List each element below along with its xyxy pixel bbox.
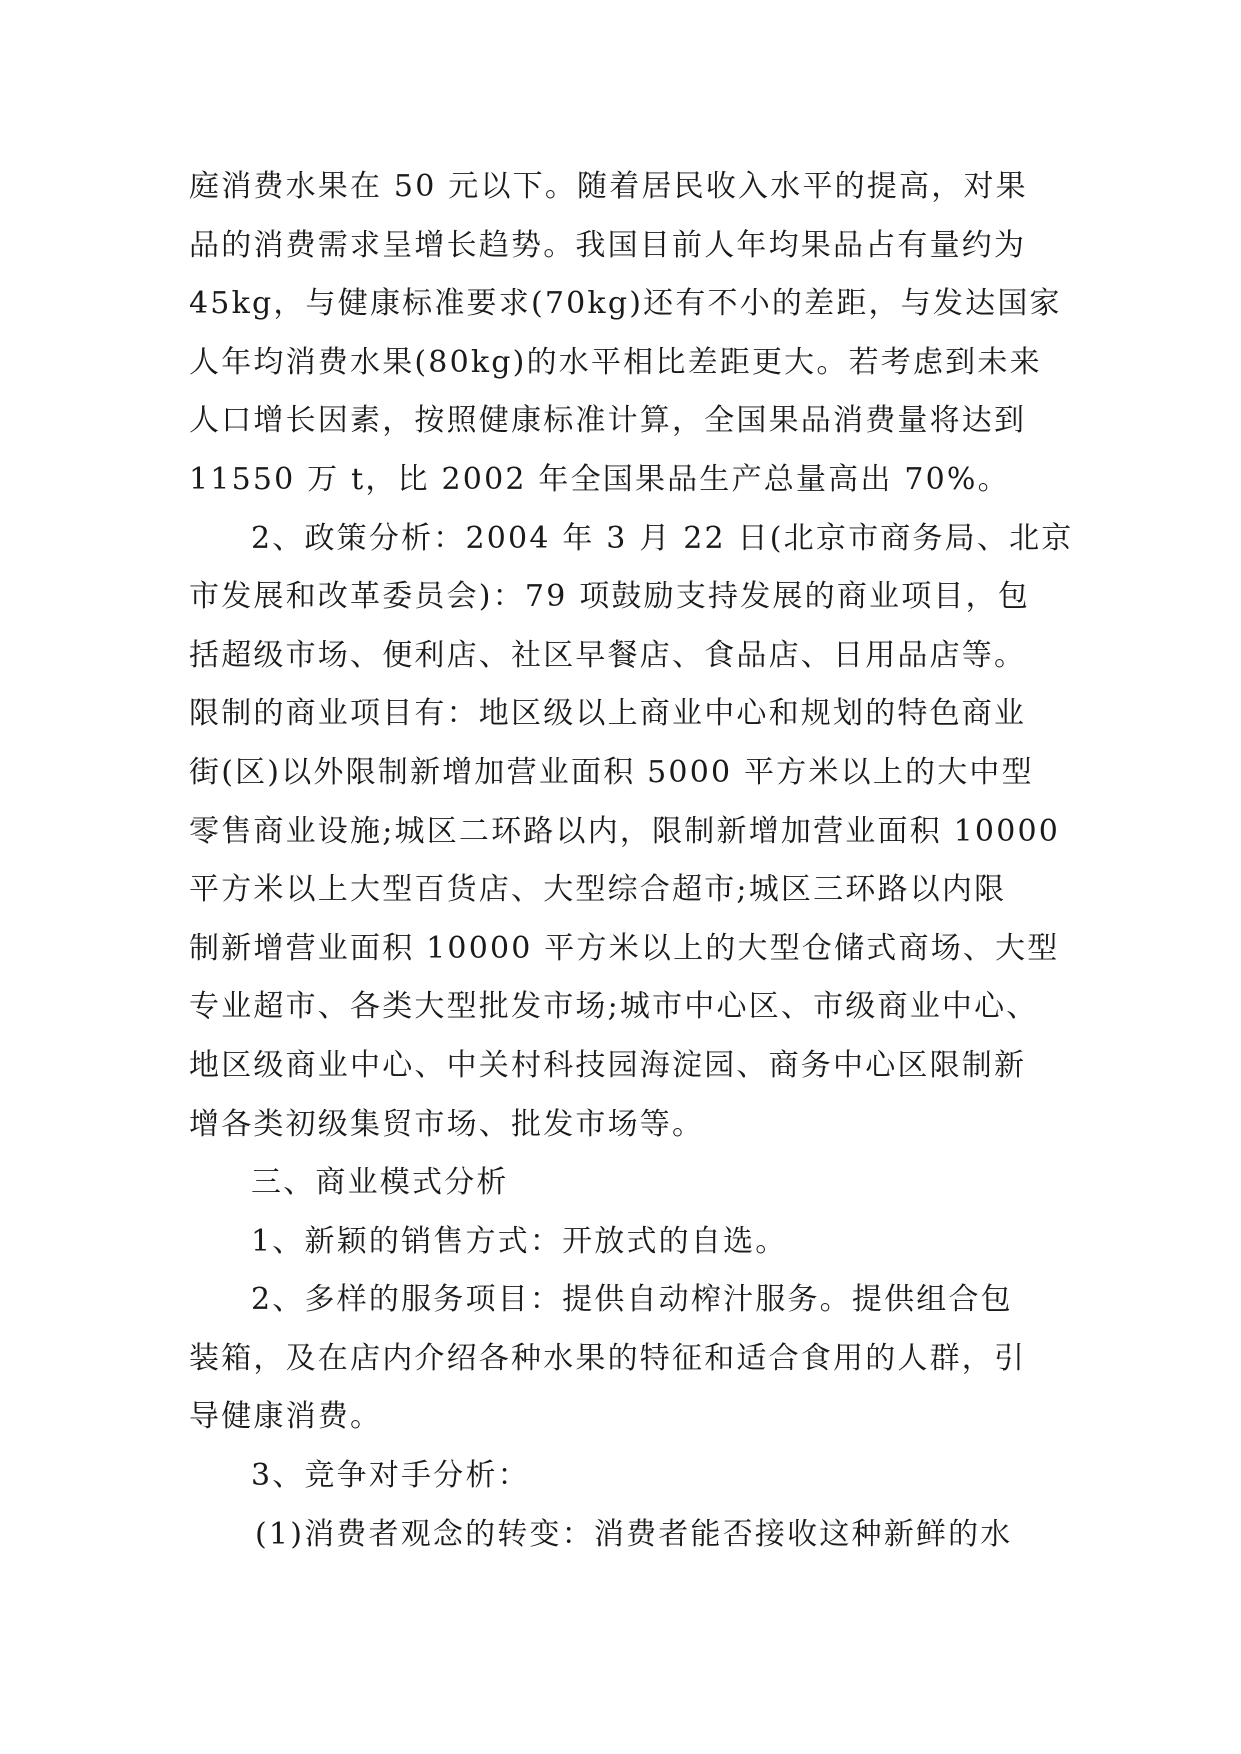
text-line: 品的消费需求呈增长趋势。我国目前人年均果品占有量约为 bbox=[189, 227, 1027, 263]
text-line: 零售商业设施;城区二环路以内，限制新增加营业面积 10000 bbox=[189, 813, 1061, 849]
text-line: 地区级商业中心、中关村科技园海淀园、商务中心区限制新 bbox=[189, 1047, 1027, 1083]
section-heading: 三、商业模式分析 bbox=[251, 1165, 509, 1201]
text-line: 制新增营业面积 10000 平方米以上的大型仓储式商场、大型 bbox=[189, 930, 1060, 966]
paragraph-start-line: (1)消费者观念的转变：消费者能否接收这种新鲜的水 bbox=[255, 1516, 1013, 1552]
text-line: 街(区)以外限制新增加营业面积 5000 平方米以上的大中型 bbox=[189, 754, 1034, 790]
text-line: 庭消费水果在 50 元以下。随着居民收入水平的提高，对果 bbox=[189, 169, 1028, 204]
text-line: 人年均消费水果(80kg)的水平相比差距更大。若考虑到未来 bbox=[189, 344, 1042, 380]
paragraph-start-line: 1、新颖的销售方式：开放式的自选。 bbox=[251, 1223, 788, 1259]
text-line: 装箱，及在店内介绍各种水果的特征和适合食用的人群，引 bbox=[189, 1340, 1027, 1376]
text-line: 市发展和改革委员会)：79 项鼓励支持发展的商业项目，包 bbox=[189, 579, 1031, 615]
paragraph-start-line: 3、竞争对手分析： bbox=[251, 1458, 530, 1494]
paragraph-start-line: 2、政策分析：2004 年 3 月 22 日(北京市商务局、北京 bbox=[251, 520, 1074, 556]
text-line: 导健康消费。 bbox=[189, 1399, 383, 1435]
document-body bbox=[189, 158, 1074, 1564]
text-line: 45kg，与健康标准要求(70kg)还有不小的差距，与发达国家 bbox=[189, 286, 1062, 322]
text-line: 人口增长因素，按照健康标准计算，全国果品消费量将达到 bbox=[189, 403, 1027, 439]
text-line: 括超级市场、便利店、社区早餐店、食品店、日用品店等。 bbox=[189, 637, 1027, 673]
text-line: 平方米以上大型百货店、大型综合超市;城区三环路以内限 bbox=[189, 872, 1007, 908]
text-line: 专业超市、各类大型批发市场;城市中心区、市级商业中心、 bbox=[189, 989, 1039, 1025]
text-line: 增各类初级集贸市场、批发市场等。 bbox=[189, 1106, 705, 1142]
paragraph-start-line: 2、多样的服务项目：提供自动榨汁服务。提供组合包 bbox=[251, 1282, 1013, 1318]
text-line: 限制的商业项目有：地区级以上商业中心和规划的特色商业 bbox=[189, 696, 1027, 732]
text-line: 11550 万 t，比 2002 年全国果品生产总量高出 70%。 bbox=[189, 461, 1010, 497]
